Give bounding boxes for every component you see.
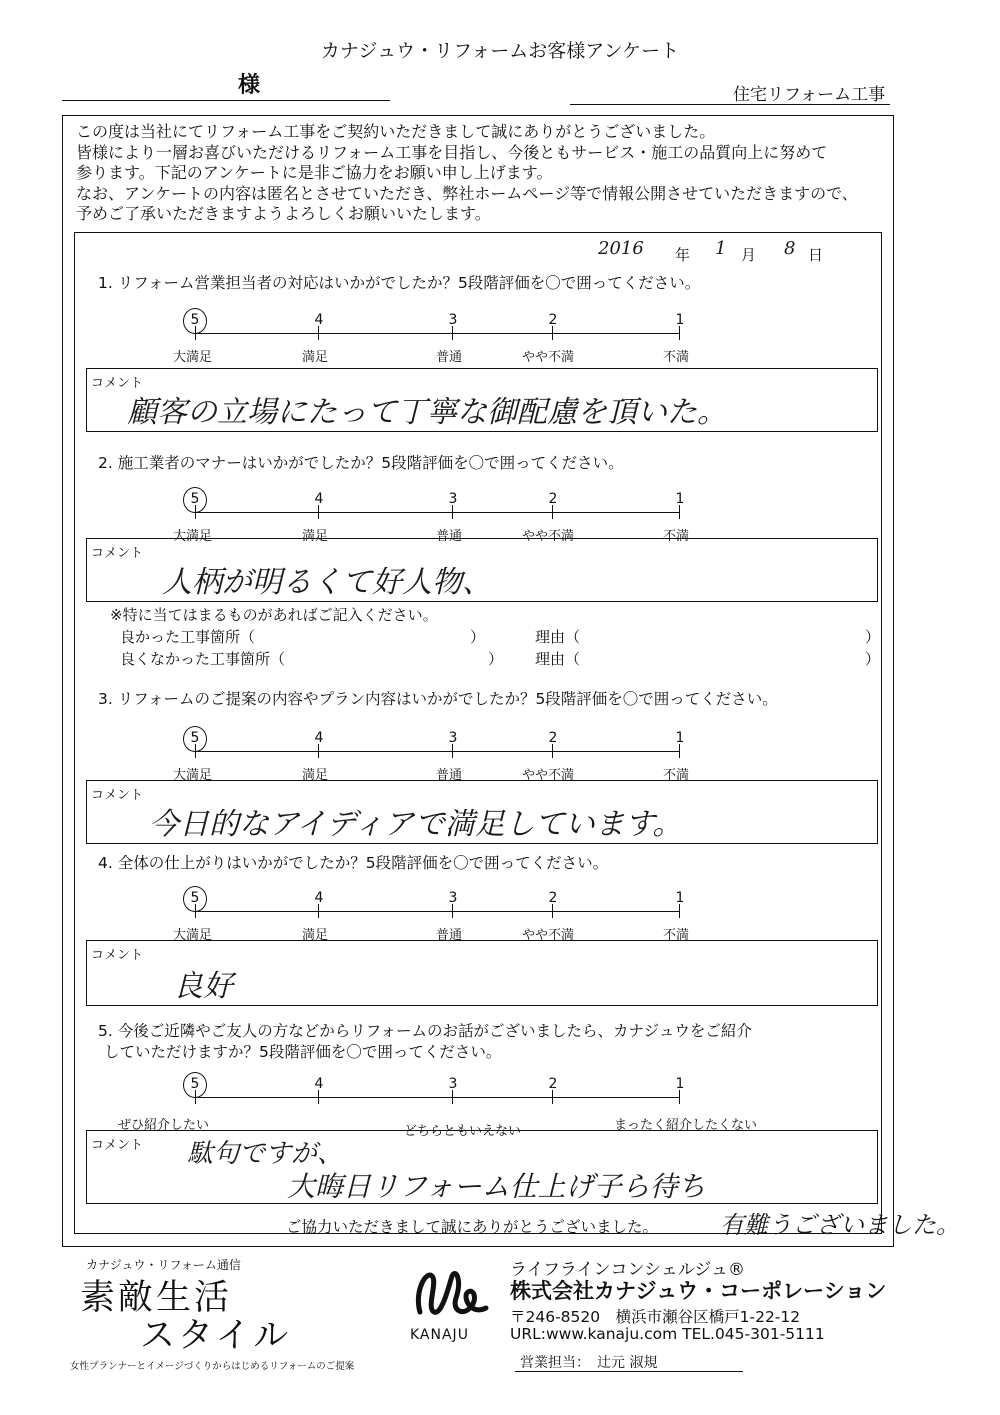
scale-label: ぜひ紹介したい bbox=[118, 1118, 210, 1133]
comment-box-2 bbox=[86, 538, 878, 602]
question-2: 2. 施工業者のマナーはいかがでしたか？5段階評価を〇で囲ってください。 bbox=[98, 454, 624, 472]
comment-box-5 bbox=[86, 1130, 878, 1204]
date-day: 8 bbox=[784, 238, 796, 259]
scale-number[interactable]: 4 bbox=[314, 1076, 324, 1092]
work-type-line bbox=[570, 104, 890, 105]
scale-tick bbox=[679, 326, 680, 340]
logo-text: KANAJU bbox=[410, 1327, 469, 1343]
question-3: 3. リフォームのご提案の内容やプラン内容はいかがでしたか？5段階評価を〇で囲ってください。 bbox=[98, 690, 778, 708]
question-4: 4. 全体の仕上がりはいかがでしたか？5段階評価を〇で囲ってください。 bbox=[98, 854, 609, 872]
scale-number[interactable]: 3 bbox=[448, 890, 458, 906]
scale-label: 普通 bbox=[436, 350, 463, 365]
scale-number[interactable]: 4 bbox=[314, 730, 324, 746]
bad-place-close: ） bbox=[488, 650, 504, 668]
scale-label: 満足 bbox=[302, 928, 329, 943]
scale-number[interactable]: 3 bbox=[448, 312, 458, 328]
scale-number[interactable]: 5 bbox=[190, 1076, 200, 1092]
bad-place-label: 良くなかった工事箇所（ bbox=[120, 650, 286, 668]
brand-line2: スタイル bbox=[140, 1316, 292, 1356]
scale-label: どちらともいえない bbox=[404, 1124, 522, 1139]
scale-number[interactable]: 1 bbox=[675, 730, 685, 746]
scale-number[interactable]: 2 bbox=[548, 890, 558, 906]
rating-circle-mark bbox=[183, 886, 207, 912]
sales-underline bbox=[515, 1371, 743, 1372]
comment-label: コメント bbox=[91, 948, 144, 963]
scale-tick bbox=[679, 744, 680, 758]
scale-number[interactable]: 1 bbox=[675, 491, 685, 507]
scale-number[interactable]: 3 bbox=[448, 1076, 458, 1092]
scale-number[interactable]: 2 bbox=[548, 730, 558, 746]
scale-number[interactable]: 4 bbox=[314, 491, 324, 507]
scale-tick bbox=[679, 505, 680, 519]
date-month-unit: 月 bbox=[741, 246, 757, 264]
scale-label: 普通 bbox=[436, 768, 463, 783]
comment-box-3 bbox=[86, 780, 878, 844]
scale-number[interactable]: 2 bbox=[548, 312, 558, 328]
scale-label: 不満 bbox=[663, 928, 690, 943]
concierge-title: ライフラインコンシェルジュ® bbox=[510, 1260, 745, 1280]
extra-note: ※特に当てはまるものがあればご記入ください。 bbox=[110, 606, 438, 624]
scale-label: 普通 bbox=[436, 928, 463, 943]
scale-tick bbox=[552, 744, 553, 758]
good-place-label: 良かった工事箇所（ bbox=[120, 628, 256, 646]
scale-label: 不満 bbox=[663, 768, 690, 783]
rating-circle-mark bbox=[183, 1072, 207, 1098]
comment-label: コメント bbox=[91, 546, 144, 561]
newsletter-name: カナジュウ・リフォーム通信 bbox=[86, 1258, 241, 1272]
scale-tick bbox=[679, 904, 680, 918]
comment-text-5-line1: 駄句ですが、 bbox=[187, 1139, 344, 1169]
good-reason-label: 理由（ bbox=[535, 628, 581, 646]
scale-tick bbox=[679, 1090, 680, 1104]
scale-number[interactable]: 3 bbox=[448, 491, 458, 507]
intro-line: 予めご了承いただきますようよろしくお願いいたします。 bbox=[76, 204, 491, 223]
brand-tagline: 女性プランナーとイメージづくりからはじめるリフォームのご提案 bbox=[70, 1361, 355, 1372]
date-month: 1 bbox=[715, 238, 727, 259]
scale-tick bbox=[318, 505, 319, 519]
comment-box-1 bbox=[86, 368, 878, 432]
scale-label: 普通 bbox=[436, 529, 463, 544]
intro-line: なお、アンケートの内容は匿名とさせていただき、弊社ホームページ等で情報公開させていただきますので、 bbox=[76, 183, 858, 203]
comment-text-1: 顧客の立場にたって丁寧な御配慮を頂いた。 bbox=[127, 395, 727, 430]
scale-label: 不満 bbox=[663, 529, 690, 544]
scale-label: やや不満 bbox=[522, 529, 575, 544]
scale-tick bbox=[452, 744, 453, 758]
scale-number[interactable]: 1 bbox=[675, 890, 685, 906]
bad-reason-label: 理由（ bbox=[535, 650, 581, 668]
scale-tick bbox=[452, 904, 453, 918]
scale-tick bbox=[318, 326, 319, 340]
work-type: 住宅リフォーム工事 bbox=[733, 85, 886, 105]
intro-line: 参ります。下記のアンケートに是非ご協力をお願い申し上げます。 bbox=[76, 163, 553, 182]
good-place-close: ） bbox=[470, 628, 486, 646]
scale-label: 不満 bbox=[663, 350, 690, 365]
scale-line bbox=[195, 911, 679, 912]
scale-line bbox=[195, 512, 679, 513]
scale-label: 大満足 bbox=[173, 529, 213, 544]
scale-tick bbox=[552, 904, 553, 918]
comment-text-4: 良好 bbox=[173, 969, 233, 1004]
date-year: 2016 bbox=[598, 238, 644, 259]
scale-label: 満足 bbox=[302, 768, 329, 783]
scale-number[interactable]: 2 bbox=[548, 1076, 558, 1092]
intro-line: 皆様により一層お喜びいただけるリフォーム工事を目指し、今後ともサービス・施工の品質向上に努めて bbox=[76, 142, 828, 162]
scale-tick bbox=[452, 326, 453, 340]
comment-label: コメント bbox=[91, 1138, 144, 1153]
scale-line bbox=[195, 751, 679, 752]
scale-line bbox=[195, 1097, 679, 1098]
customer-name-line bbox=[62, 100, 390, 101]
sales-name: 辻元 淑規 bbox=[597, 1355, 658, 1371]
scale-number[interactable]: 5 bbox=[190, 890, 200, 906]
scale-label: 満足 bbox=[302, 350, 329, 365]
scale-number[interactable]: 1 bbox=[675, 312, 685, 328]
scale-number[interactable]: 4 bbox=[314, 312, 324, 328]
date-day-unit: 日 bbox=[808, 246, 824, 264]
company-address: 〒246-8520 横浜市瀬谷区橋戸1-22-12 bbox=[510, 1308, 801, 1326]
customer-honorific: 様 bbox=[238, 73, 261, 98]
scale-label: 大満足 bbox=[173, 928, 213, 943]
scale-label: 大満足 bbox=[173, 768, 213, 783]
scale-label: やや不満 bbox=[522, 350, 575, 365]
thanks-message: ご協力いただきまして誠にありがとうございました。 bbox=[286, 1218, 659, 1236]
good-reason-close: ） bbox=[865, 628, 881, 646]
scale-label: やや不満 bbox=[522, 928, 575, 943]
scale-label: 大満足 bbox=[173, 350, 213, 365]
thanks-handwritten: 有難うございました。 bbox=[720, 1211, 960, 1239]
scale-label: まったく紹介したくない bbox=[614, 1118, 758, 1133]
question-1: 1. リフォーム営業担当者の対応はいかがでしたか？5段階評価を〇で囲ってください。 bbox=[98, 274, 701, 292]
scale-number[interactable]: 5 bbox=[190, 491, 200, 507]
scale-number[interactable]: 1 bbox=[675, 1076, 685, 1092]
scale-number[interactable]: 3 bbox=[448, 730, 458, 746]
question-5-line2: していただけますか？5段階評価を〇で囲ってください。 bbox=[104, 1043, 502, 1061]
scale-tick bbox=[452, 505, 453, 519]
survey-title: カナジュウ・リフォームお客様アンケート bbox=[320, 40, 680, 62]
question-5-line1: 5. 今後ご近隣やご友人の方などからリフォームのお話がございましたら、カナジュウをご紹介 bbox=[98, 1022, 752, 1040]
scale-tick bbox=[552, 326, 553, 340]
rating-circle-mark bbox=[183, 726, 207, 752]
scale-tick bbox=[552, 505, 553, 519]
rating-circle-mark bbox=[183, 308, 207, 334]
company-name: 株式会社カナジュウ・コーポレーション bbox=[510, 1279, 887, 1303]
date-year-unit: 年 bbox=[675, 246, 691, 264]
scale-line bbox=[195, 333, 679, 334]
comment-text-5-line2: 大晦日リフォーム仕上げ子ら待ち bbox=[287, 1170, 706, 1203]
scale-number[interactable]: 2 bbox=[548, 491, 558, 507]
scale-tick bbox=[318, 904, 319, 918]
sales-label: 営業担当： bbox=[520, 1355, 590, 1371]
scale-tick bbox=[452, 1090, 453, 1104]
company-url-tel: URL:www.kanaju.com TEL.045-301-5111 bbox=[510, 1325, 825, 1343]
scale-number[interactable]: 4 bbox=[314, 890, 324, 906]
comment-text-2: 人柄が明るくて好人物、 bbox=[162, 565, 492, 600]
scale-tick bbox=[318, 744, 319, 758]
scale-number[interactable]: 5 bbox=[190, 730, 200, 746]
intro-line: この度は当社にてリフォーム工事をご契約いただきまして誠にありがとうございました。 bbox=[76, 122, 716, 141]
scale-label: 満足 bbox=[302, 529, 329, 544]
comment-box-4 bbox=[86, 940, 878, 1006]
scale-label: やや不満 bbox=[522, 768, 575, 783]
comment-label: コメント bbox=[91, 788, 144, 803]
scale-tick bbox=[318, 1090, 319, 1104]
brand-line1: 素敵生活 bbox=[80, 1278, 233, 1318]
comment-label: コメント bbox=[91, 376, 144, 391]
rating-circle-mark bbox=[183, 487, 207, 513]
bad-reason-close: ） bbox=[865, 650, 881, 668]
scale-number[interactable]: 5 bbox=[190, 312, 200, 328]
comment-text-3: 今日的なアイディアで満足しています。 bbox=[149, 807, 683, 842]
kanaju-logo-icon bbox=[412, 1262, 498, 1324]
intro-text bbox=[76, 122, 858, 225]
scale-tick bbox=[552, 1090, 553, 1104]
